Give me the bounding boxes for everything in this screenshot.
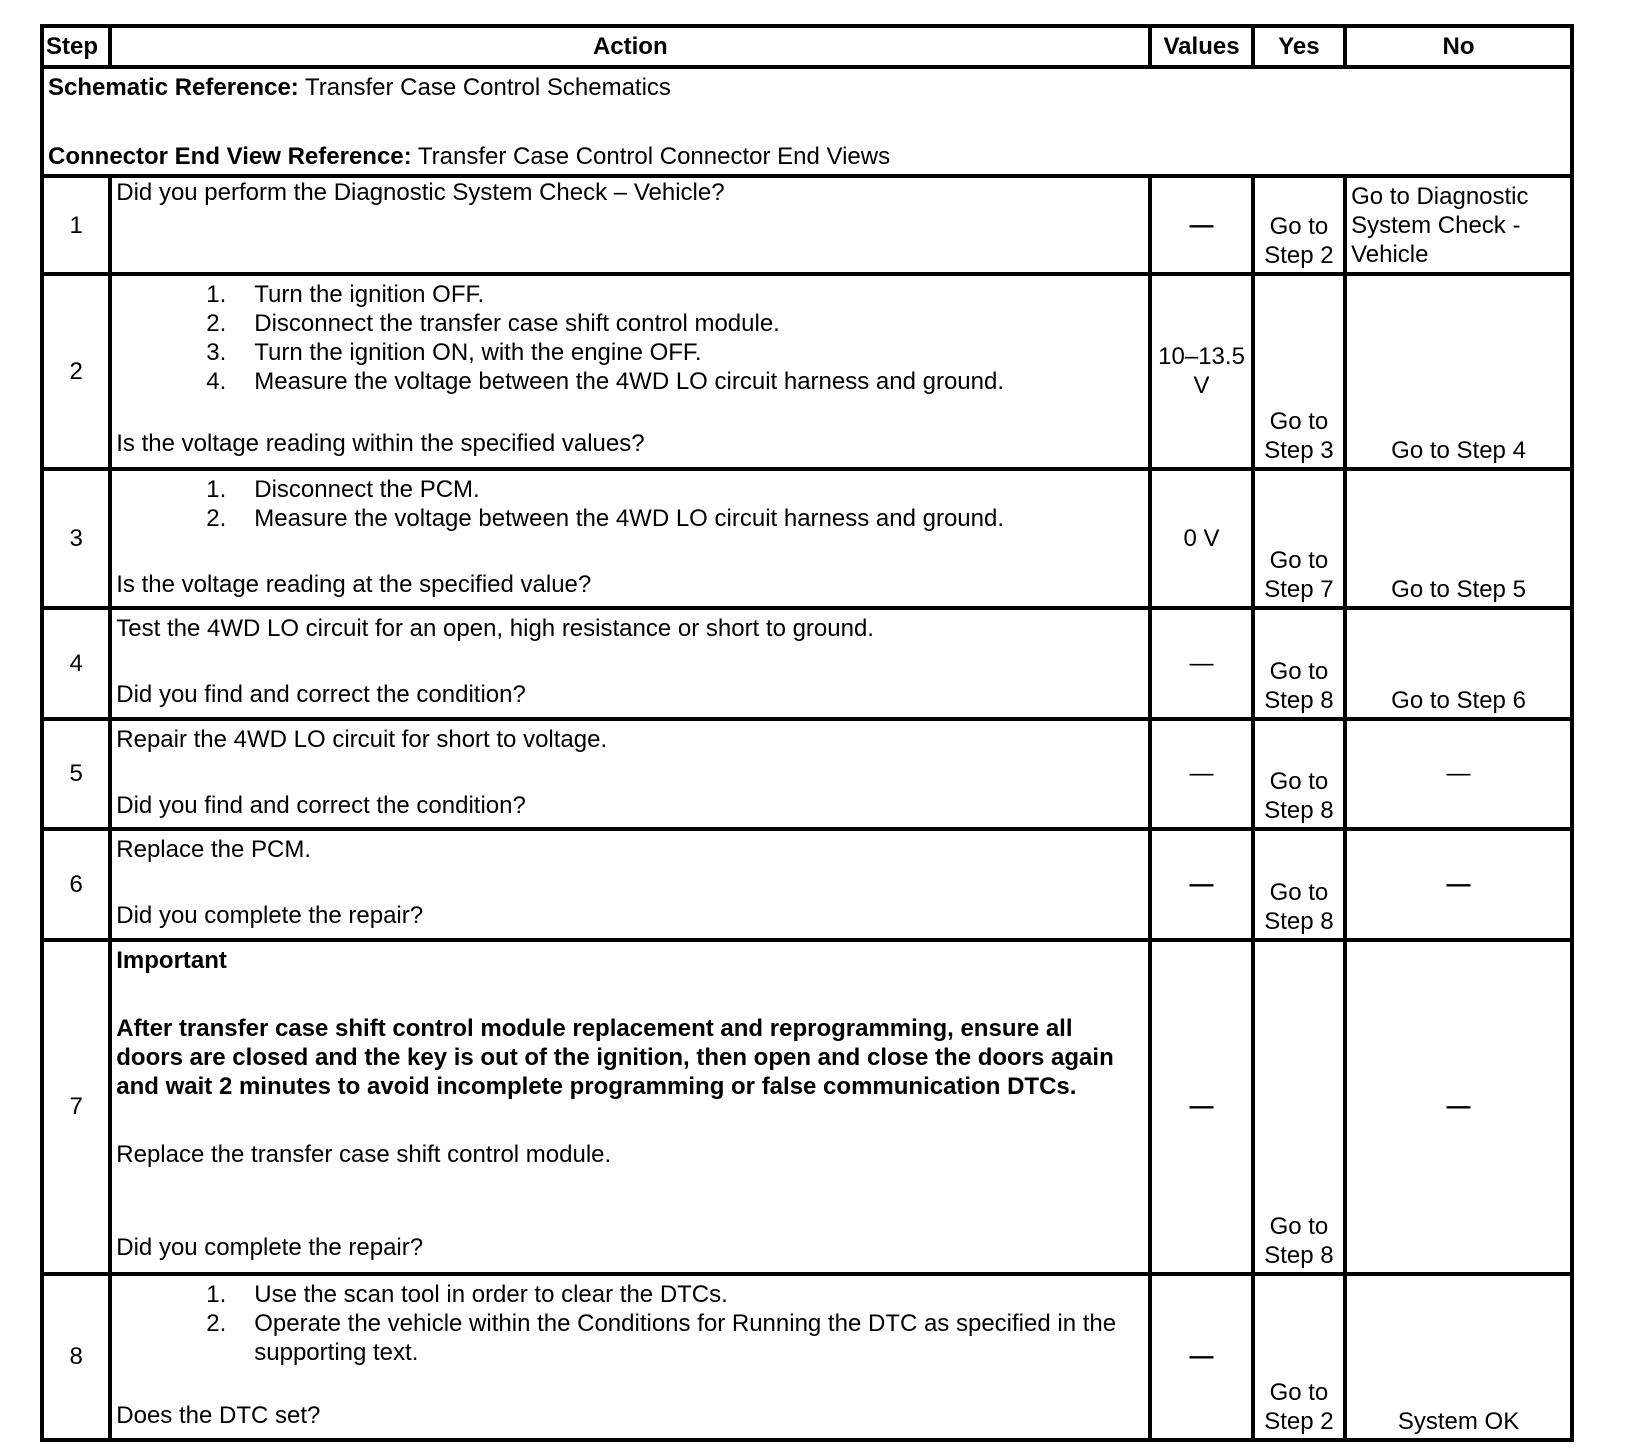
action-cell (110, 1274, 1150, 1440)
header-no: No (1345, 26, 1572, 67)
values-cell: 0 V (1150, 469, 1252, 609)
action-cell (110, 469, 1150, 609)
table-row (42, 176, 1572, 274)
list-item: 3. Turn the ignition ON, with the engine OFF. (206, 339, 702, 367)
schematic-reference: Schematic Reference: Transfer Case Control Schematics (48, 73, 671, 101)
header-row (42, 26, 1572, 67)
no-cell: Go to Step 5 (1345, 469, 1572, 609)
header-values: Values (1150, 26, 1252, 67)
no-cell: Go to Step 4 (1345, 274, 1572, 468)
question-text: Is the voltage reading within the specified values? (116, 430, 645, 458)
action-text: Test the 4WD LO circuit for an open, high resistance or short to ground. (116, 615, 874, 643)
table-row (42, 1274, 1572, 1440)
no-cell: — (1345, 719, 1572, 829)
question-text: Does the DTC set? (116, 1401, 321, 1429)
table-row (42, 608, 1572, 718)
list-item: 4. Measure the voltage between the 4WD LO circuit harness and ground. (206, 368, 1005, 396)
yes-cell: Go to Step 2 (1253, 1274, 1345, 1440)
list-item: 2. Measure the voltage between the 4WD LO circuit harness and ground. (206, 504, 1005, 532)
yes-cell: Go to Step 8 (1253, 608, 1345, 718)
no-cell: Go to Step 6 (1345, 608, 1572, 718)
step-number: 4 (42, 608, 110, 718)
yes-cell: Go to Step 7 (1253, 469, 1345, 609)
values-cell: — (1150, 829, 1252, 939)
action-cell (110, 829, 1150, 939)
table-row (42, 940, 1572, 1274)
values-cell: — (1150, 940, 1252, 1274)
action-cell (110, 608, 1150, 718)
list-item: 2. Disconnect the transfer case shift control module. (206, 310, 780, 338)
header-yes: Yes (1253, 26, 1345, 67)
list-item: 1. Turn the ignition OFF. (206, 281, 485, 309)
values-cell: — (1150, 608, 1252, 718)
important-note: After transfer case shift control module replacement and reprogramming, ensure all doors are closed and the key is out of the ignition, then open and close the doors again and wait 2 minutes to avoid incomplete programming or false communication DTCs. (116, 1014, 1114, 1100)
step-number: 1 (42, 176, 110, 274)
action-text: Did you perform the Diagnostic System Check – Vehicle? (110, 176, 1150, 274)
reference-row (42, 67, 1572, 176)
step-number: 5 (42, 719, 110, 829)
connector-reference: Connector End View Reference: Transfer Case Control Connector End Views (48, 142, 891, 170)
no-cell: Go to Diagnostic System Check - Vehicle (1345, 176, 1572, 274)
list-item: 1. Use the scan tool in order to clear the DTCs. (206, 1280, 728, 1308)
question-text: Did you complete the repair? (116, 1233, 424, 1261)
question-text: Did you complete the repair? (116, 902, 424, 930)
list-item: 1. Disconnect the PCM. (206, 475, 480, 503)
header-step: Step (42, 26, 110, 67)
important-label: Important (116, 946, 227, 974)
list-item: 2. Operate the vehicle within the Conditions for Running the DTC as specified in the supporting text. (206, 1309, 1117, 1366)
instruction-list (116, 475, 1144, 533)
action-cell (110, 274, 1150, 468)
question-text: Did you find and correct the condition? (116, 681, 526, 709)
no-cell: System OK (1345, 1274, 1572, 1440)
yes-cell: Go to Step 8 (1253, 940, 1345, 1274)
values-cell: — (1150, 719, 1252, 829)
table-row (42, 274, 1572, 468)
diagnostic-table (40, 24, 1574, 1442)
no-cell: — (1345, 829, 1572, 939)
table-row (42, 829, 1572, 939)
action-cell (110, 940, 1150, 1274)
reference-cell (42, 67, 1572, 176)
table-row (42, 719, 1572, 829)
yes-cell: Go to Step 8 (1253, 719, 1345, 829)
step-number: 6 (42, 829, 110, 939)
step-number: 7 (42, 940, 110, 1274)
step-number: 8 (42, 1274, 110, 1440)
yes-cell: Go to Step 8 (1253, 829, 1345, 939)
instruction-list (116, 1280, 1144, 1367)
action-cell (110, 719, 1150, 829)
step-number: 3 (42, 469, 110, 609)
action-text: Replace the transfer case shift control module. (116, 1140, 612, 1168)
values-cell: — (1150, 176, 1252, 274)
action-text: Replace the PCM. (116, 836, 312, 864)
question-text: Did you find and correct the condition? (116, 791, 526, 819)
yes-cell: Go to Step 3 (1253, 274, 1345, 468)
no-cell: — (1345, 940, 1572, 1274)
table-row (42, 469, 1572, 609)
instruction-list (116, 280, 1144, 396)
values-cell: 10–13.5 V (1150, 274, 1252, 468)
yes-cell: Go to Step 2 (1253, 176, 1345, 274)
values-cell: — (1150, 1274, 1252, 1440)
step-number: 2 (42, 274, 110, 468)
question-text: Is the voltage reading at the specified value? (116, 570, 592, 598)
action-text: Repair the 4WD LO circuit for short to voltage. (116, 725, 608, 753)
header-action: Action (110, 26, 1150, 67)
